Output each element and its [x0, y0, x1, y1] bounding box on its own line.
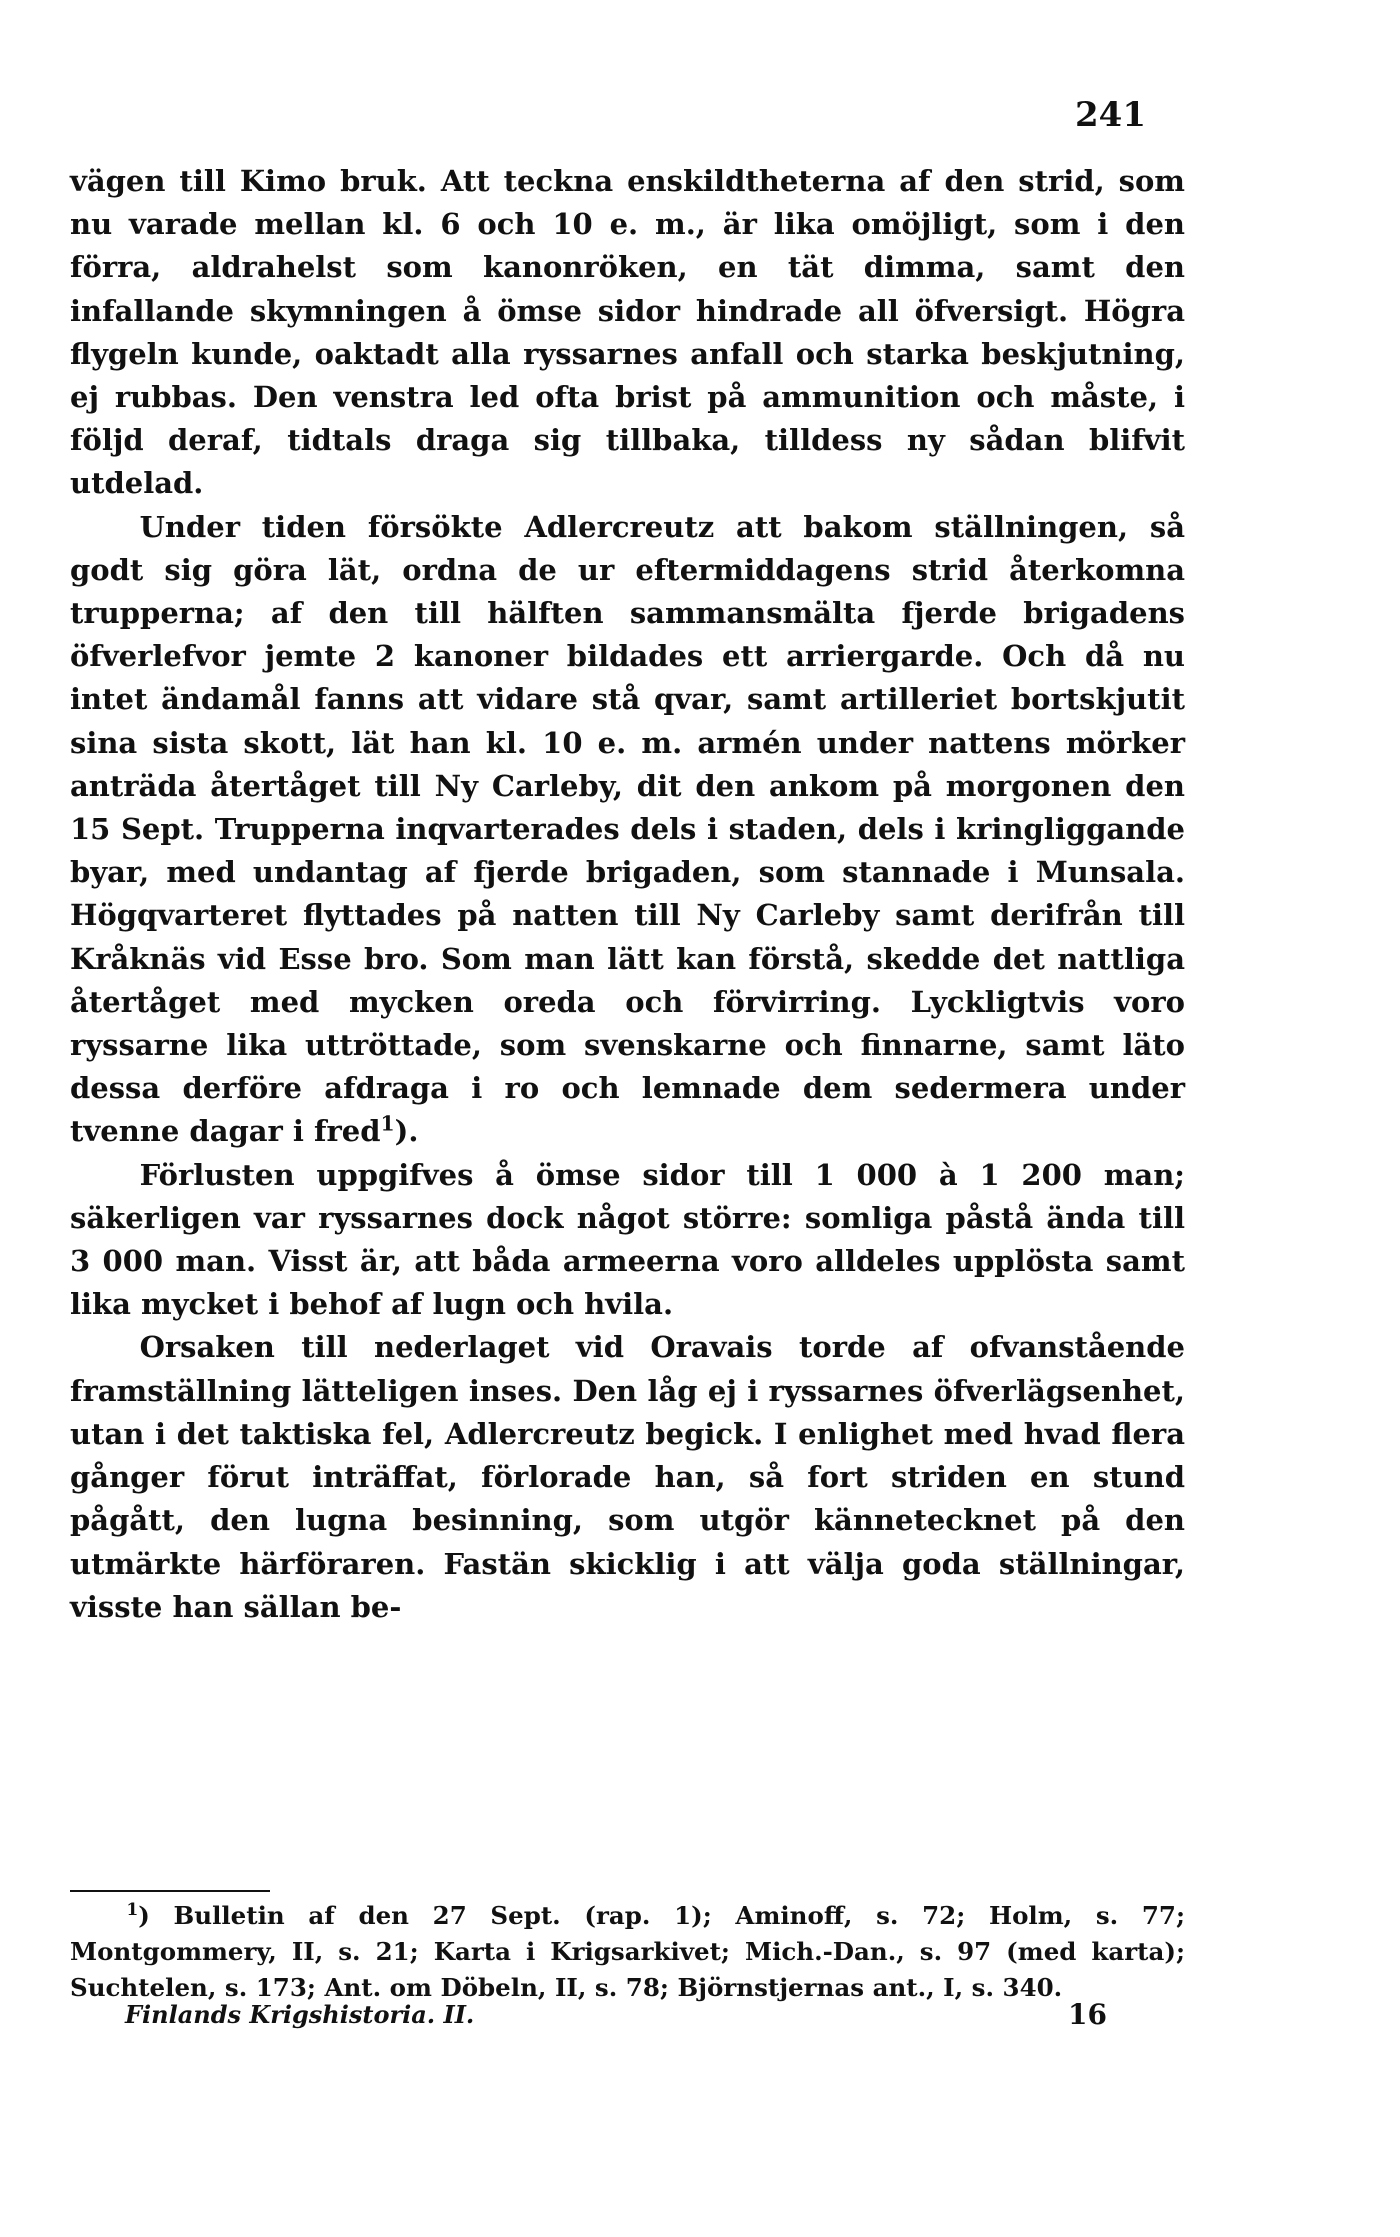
footnote: [70, 1898, 1185, 2006]
body-text: [70, 160, 1185, 1629]
paragraph-2-text: Under tiden försökte Adlercreutz att bakom ställningen, så godt sig göra lät, ordna de ur eftermiddagens strid återkomna trupperna; af den till hälften sammansmälta fjerde brigadens öfverlefvor jemte 2 kanoner bildades ett arriergarde. Och då nu intet ändamål fanns att vidare stå qvar, samt artilleriet bortskjutit sina sista skott, lät han kl. 10 e. m. armén under nattens mörker anträda återtåget till Ny Carleby, dit den ankom på morgonen den 15 Sept. Trupperna inqvarterades dels i staden, dels i kringliggande byar, med undantag af fjerde brigaden, som stannade i Munsala. Högqvarteret flyttades på natten till Ny Carleby samt derifrån till Kråknäs vid Esse bro. Som man lätt kan förstå, skedde det nattliga återtåget med mycken oreda och förvirring. Lyckligtvis voro ryssarne lika uttröttade, som svenskarne och finnarne, samt läto dessa derföre afdraga i ro och lemnade dem sedermera under tvenne dagar i fred: [70, 509, 1185, 1149]
page-number: 241: [1075, 95, 1146, 135]
footnote-marker-close: ): [138, 1901, 150, 1930]
paragraph-1: vägen till Kimo bruk. Att teckna enskildtheterna af den strid, som nu varade mellan kl. 6 och 10 e. m., är lika omöjligt, som i den förra, aldrahelst som kanonröken, en tät dimma, samt den infallande skymningen å ömse sidor hindrade all öfversigt. Högra flygeln kunde, oaktadt alla ryssarnes anfall och starka beskjutning, ej rubbas. Den venstra led ofta brist på ammunition och måste, i följd deraf, tidtals draga sig tillbaka, tilldess ny sådan blifvit utdelad.: [70, 164, 1185, 501]
signature-title: Finlands Krigshistoria. II.: [125, 2000, 475, 2029]
footnote-reference[interactable]: 1: [380, 1111, 395, 1136]
signature-number: 16: [1068, 1998, 1107, 2031]
paragraph-2: [70, 506, 1185, 1154]
footnote-reference-close: ).: [394, 1114, 419, 1149]
paragraph-4: Orsaken till nederlaget vid Oravais torde af ofvanstående framställning lätteligen inses. Den låg ej i ryssarnes öfverlägsenhet, utan i det taktiska fel, Adlercreutz begick. I enlighet med hvad flera gånger förut inträffat, förlorade han, så fort striden en stund pågått, den lugna besinning, som utgör kännetecknet på den utmärkte härföraren. Fastän skicklig i att välja goda ställningar, visste han sällan be-: [70, 1330, 1185, 1624]
footnote-marker: 1: [126, 1899, 139, 1920]
paragraph-3: Förlusten uppgifves å ömse sidor till 1 000 à 1 200 man; säkerligen var ryssarnes dock något större: somliga påstå ända till 3 000 man. Visst är, att båda armeerna voro alldeles upplösta samt lika mycket i behof af lugn och hvila.: [70, 1157, 1185, 1322]
footnote-text: Bulletin af den 27 Sept. (rap. 1); Aminoff, s. 72; Holm, s. 77; Montgommery, II, s. 21; Karta i Krigsarkivet; Mich.-Dan., s. 97 (med karta); Suchtelen, s. 173; Ant. om Döbeln, II, s. 78; Björnstjernas ant., I, s. 340.: [70, 1901, 1185, 2002]
footnote-divider: [70, 1890, 270, 1892]
